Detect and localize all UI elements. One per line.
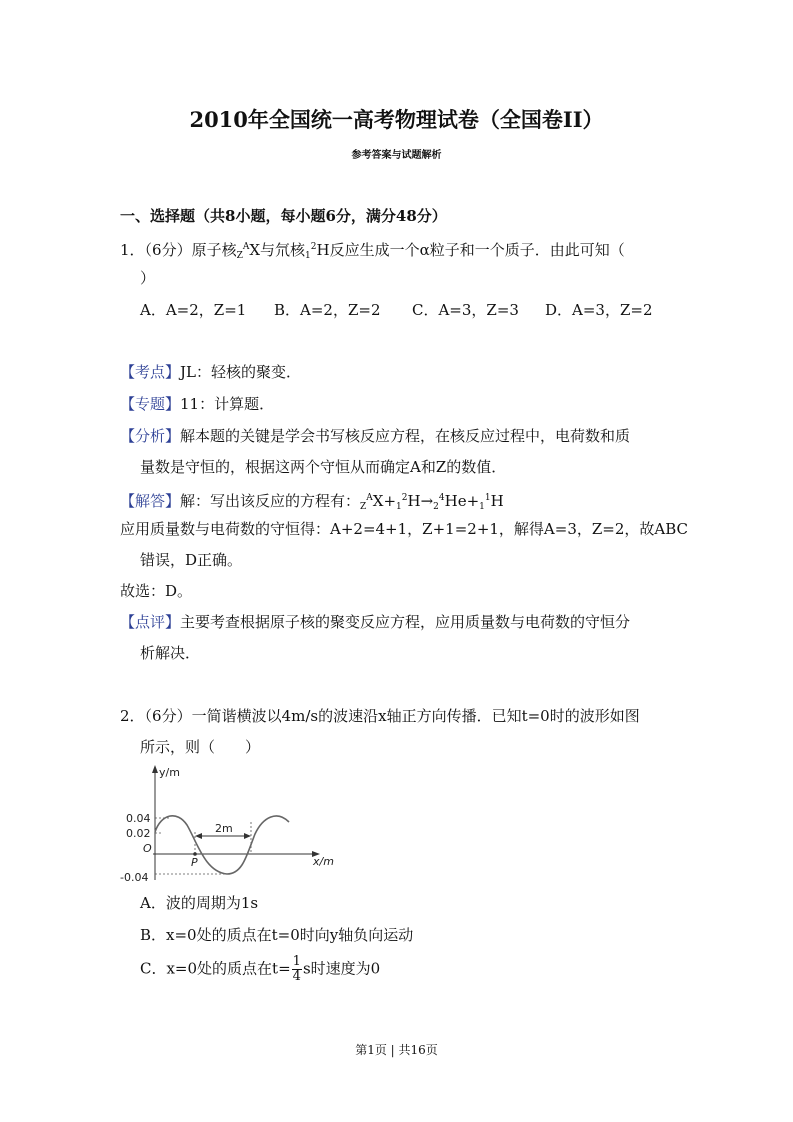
span-arrow-left (195, 833, 202, 839)
origin-label: O (143, 842, 152, 855)
q2-stem-cont: 所示，则（ ） (140, 738, 261, 756)
page-title: 2010年全国统一高考物理试卷（全国卷II） (189, 107, 604, 132)
fenxi-tag: 【分析】 (120, 427, 181, 445)
q1-jieda: 【解答】解：写出该反应的方程有：$_Z^AX+_1^2H\to_2^4He+_1^1H$ (120, 492, 504, 512)
y-axis-arrow (152, 765, 158, 773)
reaction-equation: $_Z^AX+_1^2H\to_2^4He+_1^1H$ (360, 492, 504, 512)
q1-zhuanti: 【专题】11：计算题． (120, 395, 275, 413)
q1-apply-cont: 错误，D正确。 (140, 551, 243, 569)
q1-kaodian: 【考点】JL：轻核的聚变． (120, 363, 301, 381)
jieda-tag: 【解答】 (120, 492, 181, 510)
q1-apply: 应用质量数与电荷数的守恒得：A+2=4+1，Z+1=2+1，解得A=3，Z=2，故ABC (120, 520, 689, 538)
q1-option-d: D．A=3，Z=2 (545, 301, 653, 319)
q1-option-c: C．A=3，Z=3 (412, 301, 519, 319)
tick-label-neg004: -0.04 (120, 871, 149, 884)
tick-label-002: 0.02 (126, 827, 151, 840)
q1-option-b: B．A=2，Z=2 (274, 301, 381, 319)
q1-dianping-cont: 析解决． (140, 644, 201, 662)
q2-option-c: C．x=0处的质点在t= $\frac{1}{4}$ s时速度为0 (140, 954, 381, 984)
q2-option-b: B．x=0处的质点在t=0时向y轴负向运动 (140, 926, 414, 944)
page-subtitle: 参考答案与试题解析 (351, 150, 442, 161)
page-footer: 第1页 | 共16页 (355, 1043, 438, 1057)
y-axis-label: y/m (159, 766, 180, 779)
q1-fenxi-cont: 量数是守恒的，根据这两个守恒从而确定A和Z的数值． (140, 458, 507, 476)
fraction: $\frac{1}{4}$ (292, 954, 301, 984)
q1-dianping: 【点评】主要考查根据原子核的聚变反应方程，应用质量数与电荷数的守恒分 (120, 613, 631, 631)
span-label: 2m (215, 822, 233, 835)
q1-option-a: A．A=2，Z=1 (140, 301, 247, 319)
q2-stem: 2．（6分）一简谐横波以4m/s的波速沿x轴正方向传播．已知t=0时的波形如图 (120, 707, 640, 725)
q1-stem: 1．（6分）原子核$_Z^A$X与氘核$_1^2$H反应生成一个α粒子和一个质子．由此可知（ (120, 241, 625, 261)
kaodian-tag: 【考点】 (120, 363, 181, 381)
q2-option-a: A．波的周期为1s (140, 894, 259, 912)
span-arrow-right (244, 833, 251, 839)
zhuanti-tag: 【专题】 (120, 395, 181, 413)
point-p-label: P (191, 856, 198, 869)
tick-label-004: 0.04 (126, 812, 151, 825)
q1-choose: 故选：D。 (120, 582, 193, 600)
q1-fenxi: 【分析】解本题的关键是学会书写核反应方程，在核反应过程中，电荷数和质 (120, 427, 631, 445)
wave-graph (115, 762, 355, 892)
q1-stem-close: ） (140, 269, 156, 287)
x-axis-label: x/m (313, 855, 334, 868)
section-heading: 一、选择题（共8小题，每小题6分，满分48分） (120, 207, 447, 225)
dianping-tag: 【点评】 (120, 613, 181, 631)
